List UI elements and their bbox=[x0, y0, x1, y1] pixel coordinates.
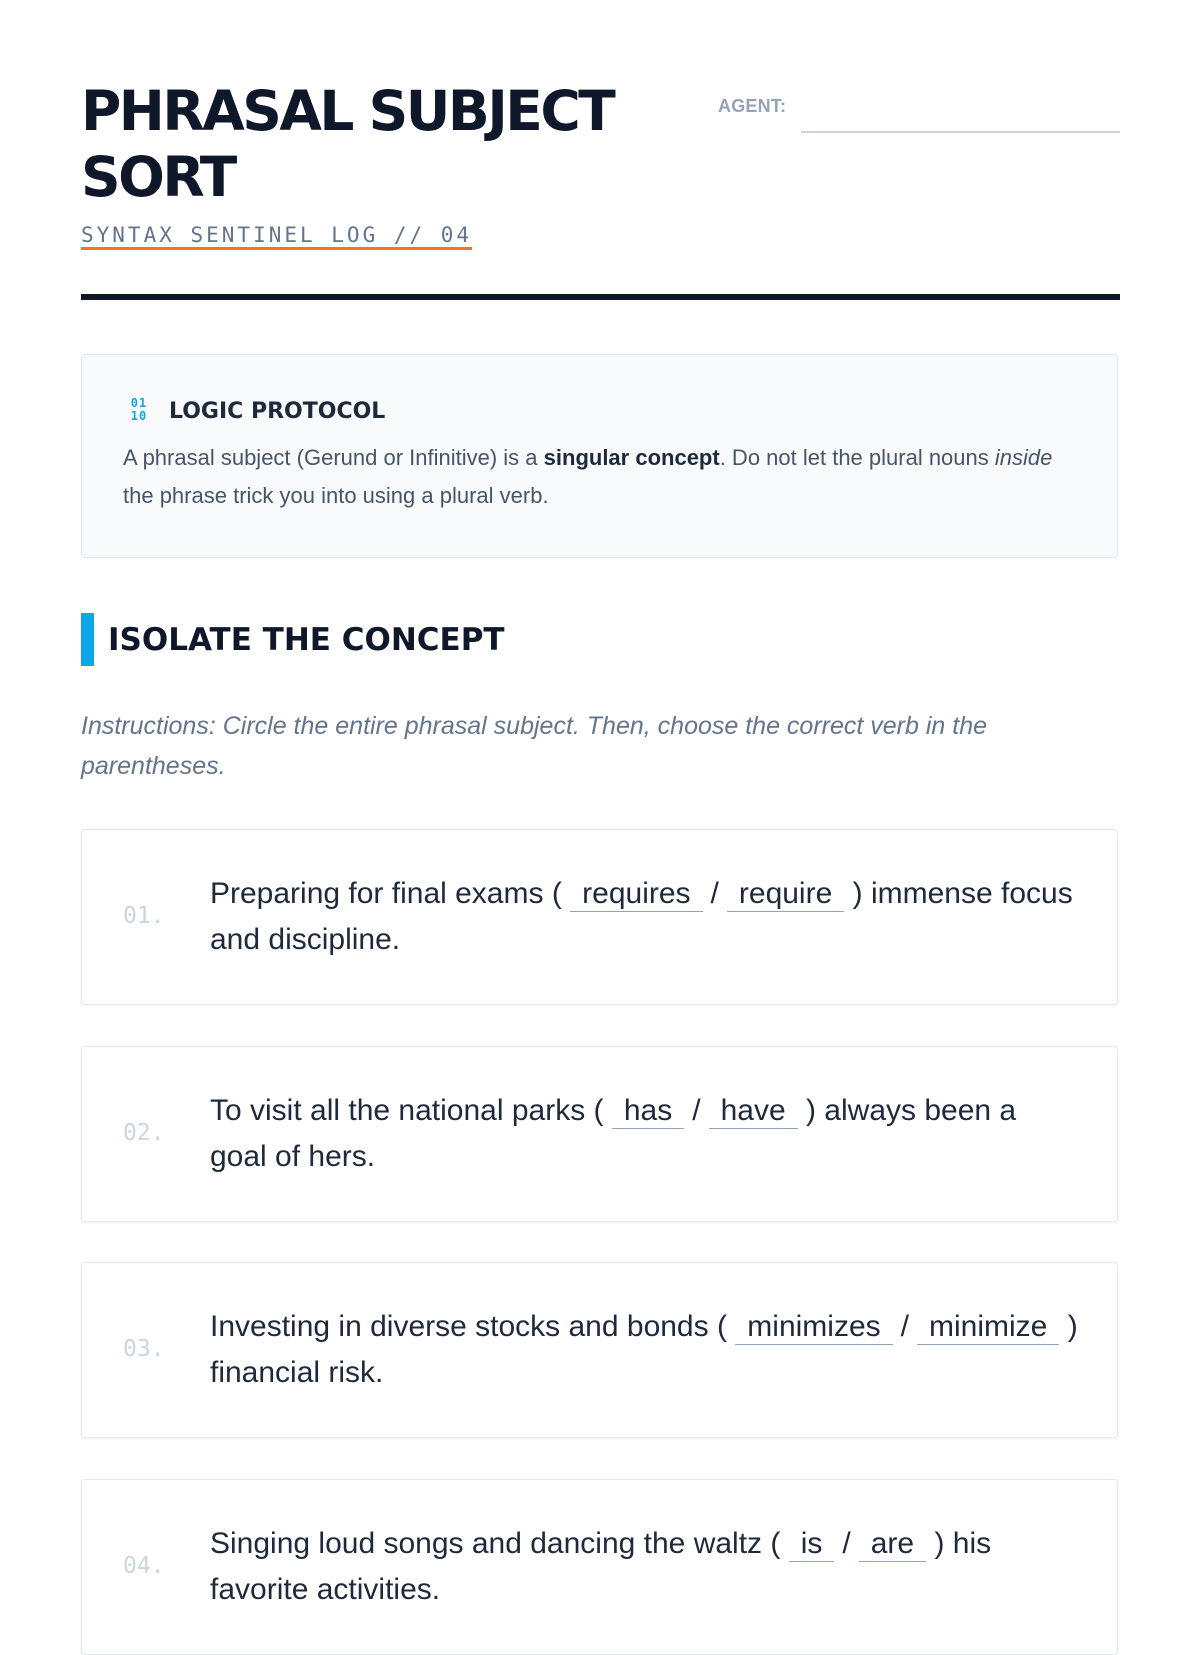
slash-separator: / bbox=[710, 877, 719, 910]
sentence-before: Investing in diverse stocks and bonds ( bbox=[210, 1310, 727, 1343]
sentence-before: To visit all the national parks ( bbox=[210, 1094, 604, 1127]
sentence-after: ) always been a goal of hers. bbox=[210, 1094, 1017, 1173]
protocol-text-part1: A phrasal subject (Gerund or Infinitive) is a bbox=[123, 445, 544, 470]
protocol-text-part3: the phrase trick you into using a plural verb. bbox=[123, 483, 549, 508]
binary-icon: 01 10 bbox=[130, 396, 148, 423]
item-number: 03. bbox=[123, 1336, 165, 1362]
agent-label: AGENT: bbox=[718, 96, 787, 116]
verb-option-1[interactable]: requires bbox=[570, 877, 702, 912]
slash-separator: / bbox=[842, 1527, 851, 1560]
slash-separator: / bbox=[900, 1310, 909, 1343]
item-sentence bbox=[210, 1088, 1080, 1180]
sentence-before: Preparing for final exams ( bbox=[210, 877, 562, 910]
item-number: 02. bbox=[123, 1120, 165, 1146]
verb-option-1[interactable]: is bbox=[789, 1527, 835, 1562]
protocol-text-italic: inside bbox=[994, 445, 1053, 470]
section-accent-bar bbox=[81, 613, 94, 666]
verb-option-1[interactable]: minimizes bbox=[735, 1310, 892, 1345]
item-number: 04. bbox=[123, 1553, 165, 1579]
sentence-after: ) immense focus and discipline. bbox=[210, 877, 1073, 956]
protocol-text-bold: singular concept bbox=[543, 445, 720, 470]
page-title: PHRASAL SUBJECT SORT bbox=[81, 79, 614, 209]
sentence-after: ) financial risk. bbox=[210, 1310, 1078, 1389]
exercise-card bbox=[81, 1479, 1118, 1655]
verb-option-2[interactable]: are bbox=[859, 1527, 926, 1562]
worksheet-header bbox=[81, 0, 1120, 300]
logic-protocol-box bbox=[81, 354, 1118, 558]
page-subtitle: SYNTAX SENTINEL LOG // 04 bbox=[81, 223, 472, 250]
exercise-card bbox=[81, 829, 1118, 1005]
slash-separator: / bbox=[692, 1094, 701, 1127]
sentence-before: Singing loud songs and dancing the waltz ( bbox=[210, 1527, 781, 1560]
protocol-text-part2: . Do not let the plural nouns bbox=[719, 445, 995, 470]
verb-option-2[interactable]: have bbox=[709, 1094, 798, 1129]
worksheet-page bbox=[81, 0, 1120, 1606]
logic-protocol-title: LOGIC PROTOCOL bbox=[169, 398, 386, 424]
item-sentence bbox=[210, 1521, 1080, 1613]
instructions-text: Instructions: Circle the entire phrasal subject. Then, choose the correct verb in the parentheses. bbox=[81, 712, 988, 780]
exercise-card bbox=[81, 1046, 1118, 1222]
logic-protocol-heading bbox=[128, 397, 385, 425]
verb-option-2[interactable]: require bbox=[727, 877, 844, 912]
agent-name-field[interactable] bbox=[801, 131, 1120, 133]
sentence-after: ) his favorite activities. bbox=[210, 1527, 992, 1606]
verb-option-1[interactable]: has bbox=[612, 1094, 684, 1129]
item-sentence bbox=[210, 871, 1080, 963]
exercise-card bbox=[81, 1262, 1118, 1438]
item-number: 01. bbox=[123, 903, 165, 929]
section-title: ISOLATE THE CONCEPT bbox=[108, 622, 505, 658]
header-divider bbox=[81, 294, 1120, 300]
logic-protocol-text bbox=[123, 439, 1063, 515]
item-sentence bbox=[210, 1304, 1080, 1396]
verb-option-2[interactable]: minimize bbox=[917, 1310, 1059, 1345]
